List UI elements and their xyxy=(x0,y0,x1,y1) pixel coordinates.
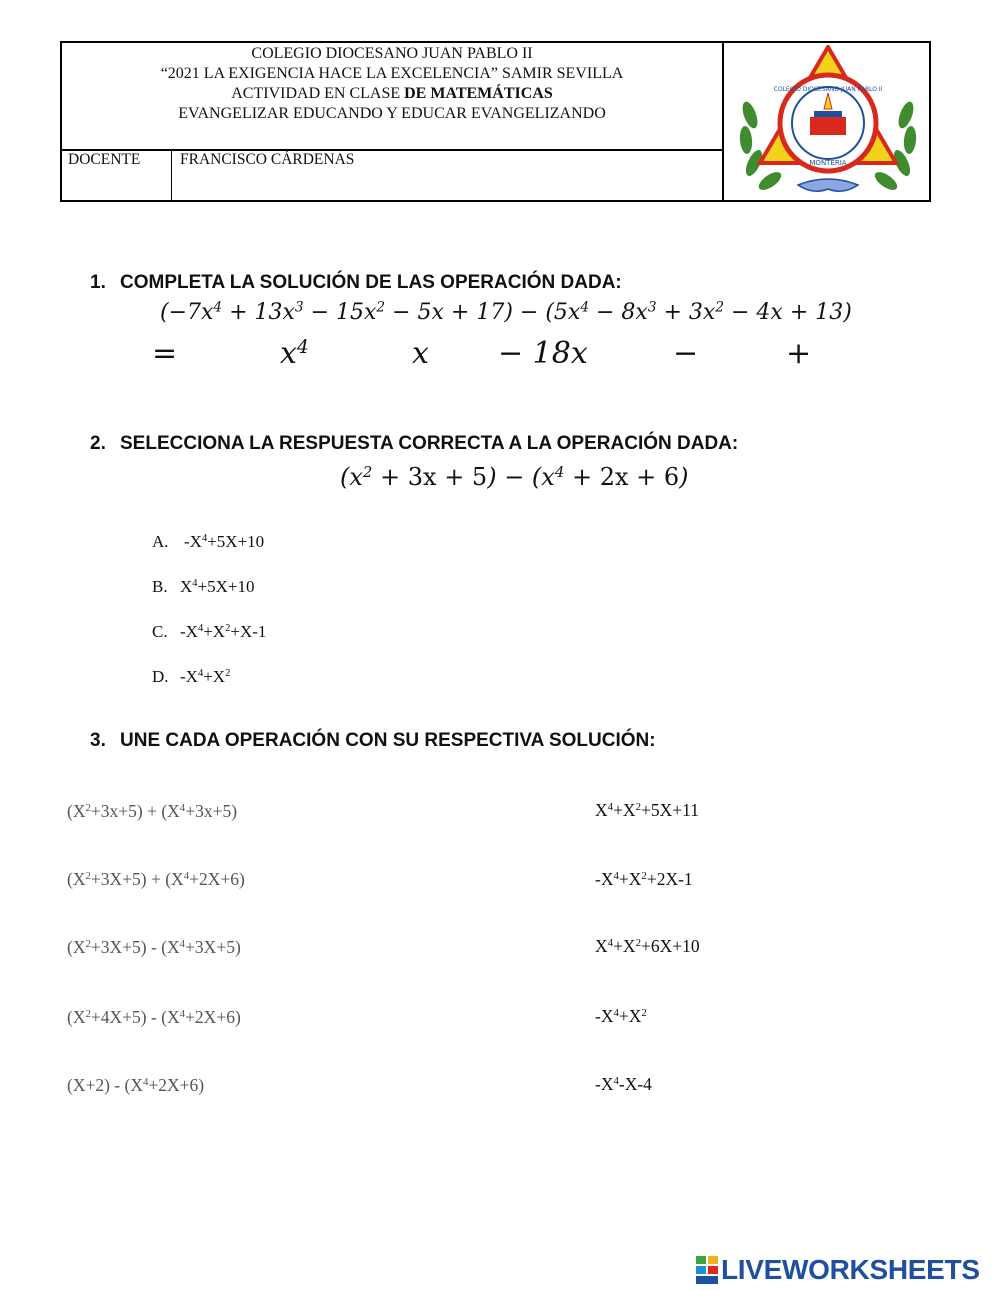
answer-minus: − xyxy=(673,336,699,371)
activity-subject: DE MATEMÁTICAS xyxy=(404,85,553,102)
question-1-title xyxy=(90,272,622,294)
school-slogan: EVANGELIZAR EDUCANDO Y EDUCAR EVANGELIZANDO xyxy=(178,105,606,122)
school-motto: “2021 LA EXIGENCIA HACE LA EXCELENCIA” SAMIR SEVILLA xyxy=(160,65,624,82)
match-operation-3[interactable]: $(X^2+3X+5) - (X^4+3X+5)$ xyxy=(67,937,241,957)
option-d[interactable]: D. $-X^4+X^2$ xyxy=(152,667,231,686)
school-crest-icon xyxy=(728,45,928,200)
match-solution-4[interactable]: $-X^4+X^2$ xyxy=(595,1006,647,1026)
answer-plus: + xyxy=(786,336,812,371)
option-a[interactable]: A. $-X^4+5X+10$ xyxy=(152,532,265,551)
activity-title-prefix: ACTIVIDAD EN CLASE xyxy=(231,85,405,102)
header-divider xyxy=(171,149,172,202)
answer-term-exp: 4 xyxy=(296,336,309,358)
match-operation-1[interactable]: $(X^2+3x+5) + (X^4+3x+5)$ xyxy=(67,801,238,821)
docente-label: DOCENTE xyxy=(68,151,141,168)
svg-text:MONTERIA: MONTERIA xyxy=(809,159,847,167)
header-text xyxy=(62,44,722,124)
question-2-title xyxy=(90,433,738,455)
docente-value: FRANCISCO CÁRDENAS xyxy=(180,151,355,168)
match-solution-5[interactable]: $-X^4-X-4$ xyxy=(595,1074,652,1094)
option-b[interactable]: B. $X^4+5X+10$ xyxy=(152,577,255,596)
header-divider xyxy=(722,41,724,202)
question-number: 3. xyxy=(90,730,106,751)
answer-term-x4 xyxy=(280,336,309,371)
school-name: COLEGIO DIOCESANO JUAN PABLO II xyxy=(251,45,533,62)
option-letter: A. xyxy=(152,532,169,551)
question-text: SELECCIONA LA RESPUESTA CORRECTA A LA OPERACIÓN DADA: xyxy=(120,433,739,454)
option-letter: B. xyxy=(152,577,168,596)
header-divider xyxy=(60,149,723,151)
option-letter: C. xyxy=(152,622,168,641)
question-text: UNE CADA OPERACIÓN CON SU RESPECTIVA SOLUCIÓN: xyxy=(120,730,656,751)
question-number: 2. xyxy=(90,433,106,454)
svg-text:COLEGIO DIOCESANO JUAN PABLO I: COLEGIO DIOCESANO JUAN PABLO II xyxy=(773,86,883,93)
match-solution-1[interactable]: $X^4+X^2+5X+11$ xyxy=(595,800,699,820)
question-1-expression: $(-7x^4 + 13x^3 - 15x^2 - 5x + 17) - (5x^4 - 8x^3 + 3x^2 - 4x + 13)$ xyxy=(160,299,852,325)
question-3-title xyxy=(90,730,656,752)
question-number: 1. xyxy=(90,272,106,293)
activity-title xyxy=(62,84,722,104)
brand-name: LIVEWORKSHEETS xyxy=(721,1254,980,1285)
match-solution-2[interactable]: $-X^4+X^2+2X-1$ xyxy=(595,869,693,889)
match-operation-2[interactable]: $(X^2+3X+5) + (X^4+2X+6)$ xyxy=(67,869,245,889)
match-operation-5[interactable]: $(X+2) - (X^4+2X+6)$ xyxy=(67,1075,205,1095)
answer-term-x: x xyxy=(412,336,429,371)
liveworksheets-logo[interactable] xyxy=(695,1253,980,1287)
option-c[interactable]: C. $-X^4+X^2+X-1$ xyxy=(152,622,267,641)
match-solution-3[interactable]: $X^4+X^2+6X+10$ xyxy=(595,936,700,956)
liveworksheets-icon xyxy=(695,1255,721,1285)
match-operation-4[interactable]: $(X^2+4X+5) - (X^4+2X+6)$ xyxy=(67,1007,241,1027)
answer-term-var: x xyxy=(280,336,297,371)
question-text: COMPLETA LA SOLUCIÓN DE LAS OPERACIÓN DADA: xyxy=(120,272,622,293)
question-2-expression: $(x^2 + 3x + 5) - (x^4 + 2x + 6)$ xyxy=(340,462,689,491)
answer-equals: = xyxy=(152,336,178,371)
answer-term-18x: − 18x xyxy=(498,336,588,371)
option-letter: D. xyxy=(152,667,169,686)
